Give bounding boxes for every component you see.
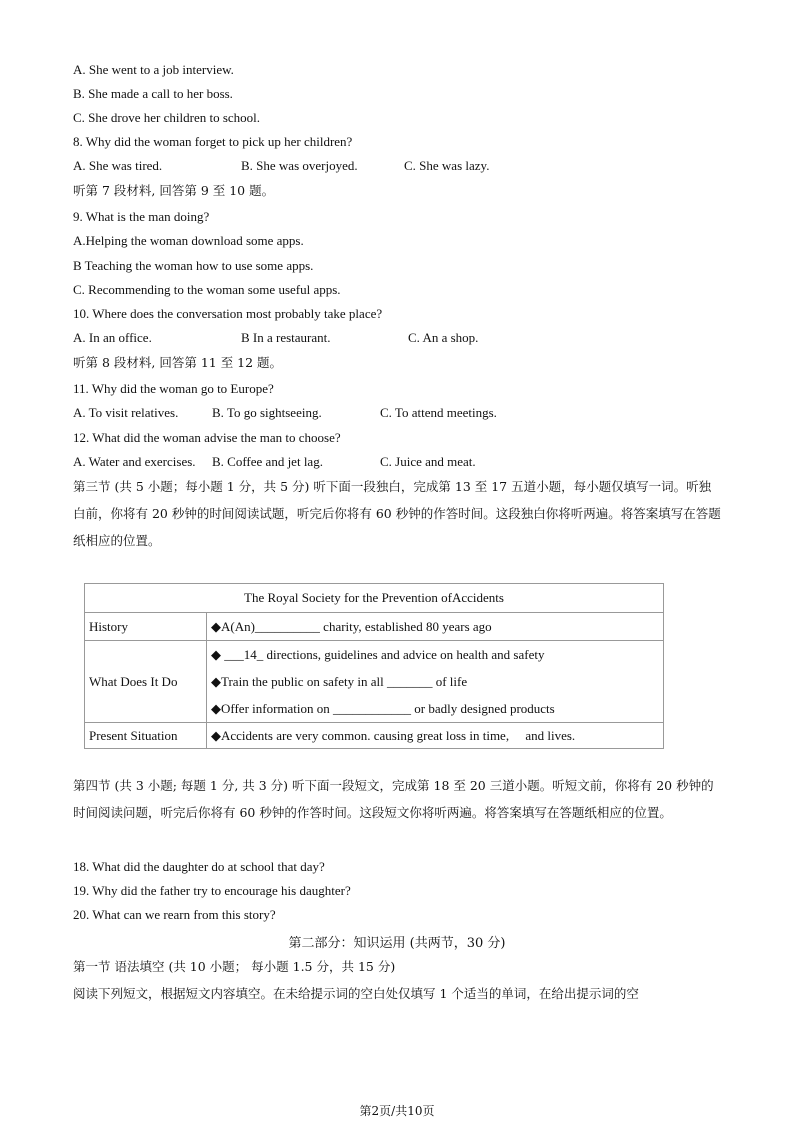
section-1-title: 第一节 语法填空 (共 10 小题； 每小题 1.5 分，共 15 分) bbox=[73, 959, 396, 974]
table-row bbox=[85, 641, 664, 723]
question-18: 18. What did the daughter do at school that day? bbox=[73, 859, 325, 874]
row-label-history: History bbox=[85, 613, 207, 641]
accidents-table bbox=[84, 583, 664, 749]
list-item: ◆ ___14_ directions, guidelines and advice on health and safety bbox=[211, 647, 545, 662]
question-8: 8. Why did the woman forget to pick up her children? bbox=[73, 134, 353, 149]
q7-option-c: C. She drove her children to school. bbox=[73, 110, 261, 125]
q10-option-c: C. An a shop. bbox=[408, 330, 479, 345]
section-8-instruction: 听第 8 段材料, 回答第 11 至 12 题。 bbox=[73, 355, 283, 370]
q11-option-b: B. To go sightseeing. bbox=[212, 405, 322, 420]
q8-option-b: B. She was overjoyed. bbox=[241, 158, 358, 173]
list-item: ◆Offer information on ____________ or badly designed products bbox=[211, 701, 555, 716]
history-item: ◆A(An)__________ charity, established 80 years ago bbox=[207, 613, 664, 641]
row-label-what-does-it-do: What Does It Do bbox=[85, 641, 207, 723]
part-3-instructions: 第三节 (共 5 小题；每小题 1 分，共 5 分) 听下面一段独白，完成第 13 至 17 五道小题，每小题仅填写一词。听独白前，你将有 20 秒钟的时间阅读试题，听完后你将有 60 秒钟的作答时间。这段独白你将听两遍。将答案填写在答题纸相应的位置。 bbox=[73, 479, 721, 548]
q10-option-b: B In a restaurant. bbox=[241, 330, 331, 345]
q12-option-b: B. Coffee and jet lag. bbox=[212, 454, 323, 469]
part-4-instructions: 第四节 (共 3 小题; 每题 1 分, 共 3 分) 听下面一段短文，完成第 18 至 20 三道小题。听短文前，你将有 20 秒钟的时间阅读问题，听完后你将有 60 秒钟的作答时间。这段短文你将听两遍。将答案填写在答题纸相应的位置。 bbox=[73, 778, 714, 820]
question-12: 12. What did the woman advise the man to choose? bbox=[73, 430, 341, 445]
question-9: 9. What is the man doing? bbox=[73, 209, 210, 224]
q9-option-b: B Teaching the woman how to use some apps. bbox=[73, 258, 314, 273]
q8-option-c: C. She was lazy. bbox=[404, 158, 490, 173]
q12-option-c: C. Juice and meat. bbox=[380, 454, 476, 469]
table-title: The Royal Society for the Prevention ofAccidents bbox=[85, 584, 664, 613]
table-title-row bbox=[85, 584, 664, 613]
q12-option-a: A. Water and exercises. bbox=[73, 454, 196, 469]
part-2-title: 第二部分：知识运用 (共两节，30 分) bbox=[288, 936, 506, 951]
question-11: 11. Why did the woman go to Europe? bbox=[73, 381, 274, 396]
page-number: 第2页/共10页 bbox=[359, 1104, 435, 1118]
question-20: 20. What can we rearn from this story? bbox=[73, 907, 276, 922]
list-item: ◆Train the public on safety in all _______ of life bbox=[211, 674, 468, 689]
what-does-it-do-items bbox=[207, 641, 664, 723]
q7-option-a: A. She went to a job interview. bbox=[73, 62, 234, 77]
q11-option-c: C. To attend meetings. bbox=[380, 405, 497, 420]
q8-option-a: A. She was tired. bbox=[73, 158, 163, 173]
table-row bbox=[85, 613, 664, 641]
q11-option-a: A. To visit relatives. bbox=[73, 405, 179, 420]
grammar-instructions: 阅读下列短文，根据短文内容填空。在未给提示词的空白处仅填写 1 个适当的单词，在给出提示词的空 bbox=[73, 986, 639, 1001]
q9-option-a: A.Helping the woman download some apps. bbox=[73, 233, 304, 248]
q9-option-c: C. Recommending to the woman some useful apps. bbox=[73, 282, 341, 297]
table-row bbox=[85, 723, 664, 749]
question-19: 19. Why did the father try to encourage his daughter? bbox=[73, 883, 351, 898]
q7-option-b: B. She made a call to her boss. bbox=[73, 86, 233, 101]
section-7-instruction: 听第 7 段材料, 回答第 9 至 10 题。 bbox=[73, 183, 275, 198]
q10-option-a: A. In an office. bbox=[73, 330, 152, 345]
present-situation-item: ◆Accidents are very common. causing great loss in time, and lives. bbox=[207, 723, 664, 749]
question-10: 10. Where does the conversation most probably take place? bbox=[73, 306, 383, 321]
row-label-present-situation: Present Situation bbox=[85, 723, 207, 749]
